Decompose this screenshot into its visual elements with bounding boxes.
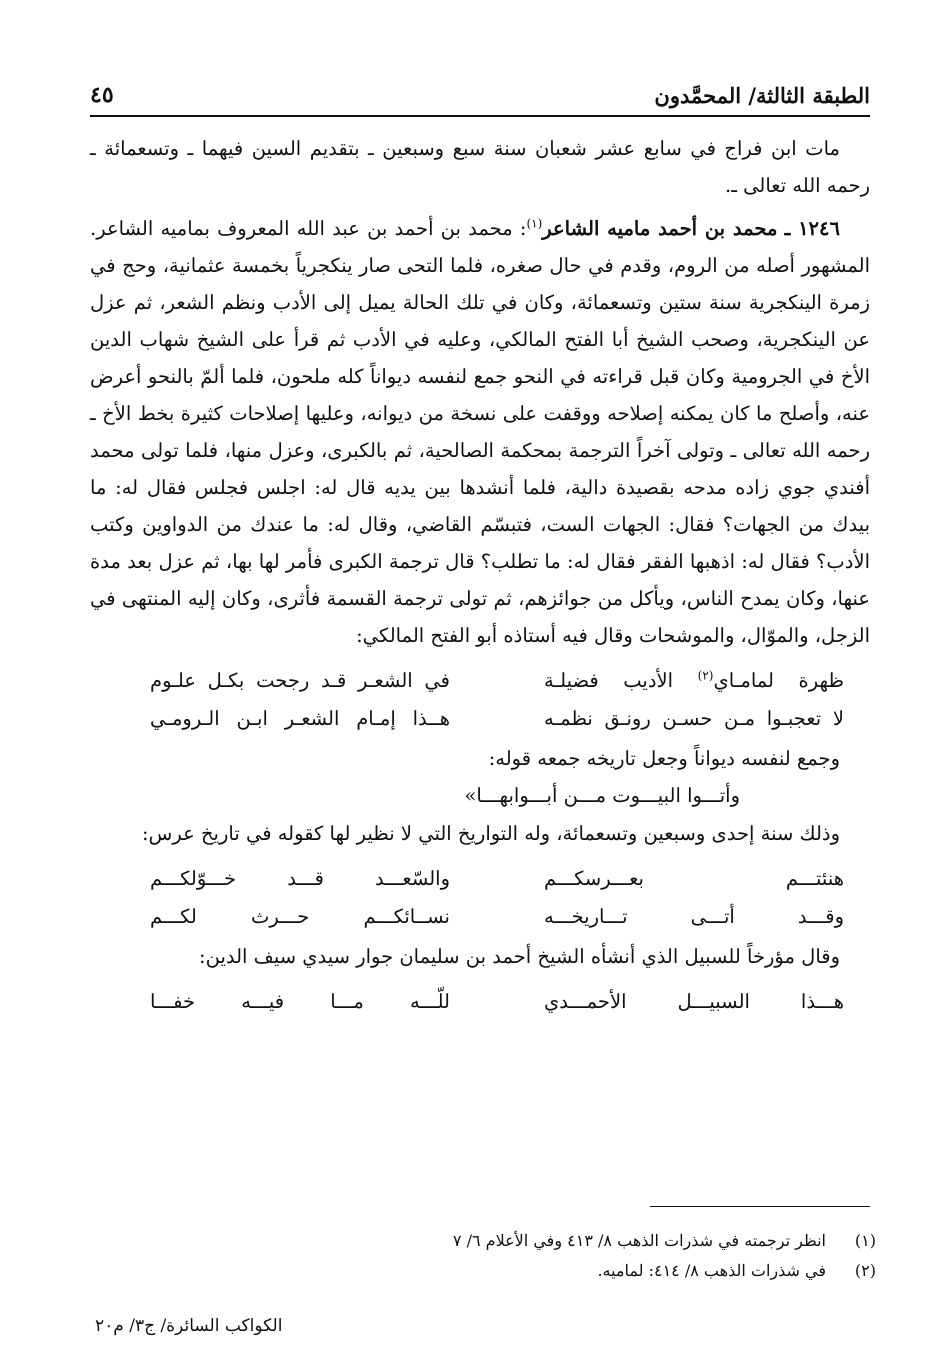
paragraph-chronograms: وذلك سنة إحدى وسبعين وتسعمائة، وله التواريخ التي لا نظير لها كقوله في تاريخ عرس: [141, 822, 840, 845]
footnotes [90, 1226, 876, 1286]
footnote-number: (١) [854, 1231, 876, 1250]
poem-1 [90, 662, 870, 738]
verse-right-hemistich: وقـــد أتـــى تـــاريخـــه [544, 905, 844, 928]
footnote-ref-1: (١) [526, 216, 543, 231]
entry-number: ١٢٤٦ ـ [784, 217, 840, 240]
verse-left-hemistich: في الشعـر قـد رجحت بكـل علـوم [150, 669, 450, 692]
verse-right-hemistich: هنئتـــم بعـــرسكـــم [544, 867, 844, 890]
footnote-text: انظر ترجمته في شذرات الذهب ٨/ ٤١٣ وفي الأعلام ٦/ ٧ [452, 1231, 826, 1250]
paragraph-diwan: وجمع لنفسه ديواناً وجعل تاريخه جمعه قوله: [488, 747, 840, 770]
verse-left-hemistich: هــذا إمـام الشعـر ابـن الـرومـي [150, 707, 450, 730]
verse-line [90, 700, 870, 738]
verse-line [90, 898, 870, 936]
entry-title: محمد بن أحمد ماميه الشاعر [542, 217, 778, 240]
page-header [90, 68, 870, 108]
header-rule [90, 115, 870, 117]
verse-left-hemistich: نســائكـــم حـــرث لكـــم [150, 905, 450, 928]
verse-right-hemistich: لا تعجبـوا مـن حسـن رونـق نظمـه [544, 707, 844, 730]
verse-right-hemistich: ظهرة لمامـاي$^{(٢)}$ الأديب فضيلـة [544, 668, 844, 692]
paragraph-death-note: مات ابن فراج في سابع عشر شعبان سنة سبع وسبعين ـ بتقديم السين فيهما ـ وتسعمائة ـ رحمه الله تعالى ـ. [90, 137, 870, 197]
page-number: ٤٥ [90, 82, 114, 108]
page-body [90, 130, 870, 1023]
biography-entry [90, 210, 870, 654]
entry-text: : محمد بن أحمد بن عبد الله المعروف بماميه الشاعر. المشهور أصله من الروم، وقدم في حال صغره، فلما التحى صار ينكجرياً بخمسة عثمانية، وحج في زمرة الينكجرية سنة ستين وتسعمائة، وكان في تلك الحالة يميل إلى الأدب ونظم الشعر، ثم عزل عن الينكجرية، وصحب الشيخ أبا الفتح المالكي، وعليه في الأدب ثم قرأ على الشيخ شهاب الدين الأخ في الجرومية وكان قبل قراءته في النحو جمع لنفسه ديواناً كله ملحون، فلما ألمّ بالنحو أعرض عنه، وأصلح ما كان يمكنه إصلاحه ووقفت على نسخة من ديوانه، وعليها إصلاحات كثيرة بخط الأخ ـ رحمه الله تعالى ـ وتولى آخراً الترجمة بمحكمة الصالحية، ثم بالكبرى، وعزل منها، فلما تولى محمد أفندي جوي زاده مدحه بقصيدة دالية، فلما أنشدها بين يديه قال له: اجلس فجلس فقال له: ما بيدك من الجهات؟ فقال: الجهات الست، فتبسّم القاضي، وقال له: ما عندك من الدواوين وكتب الأدب؟ فقال له: اذهبها الفقر فقال له: ما تطلب؟ قال ترجمة الكبرى فأمر لها بها، ثم عزل بعد مدة عنها، وكان يمدح الناس، ويأكل من جوائزهم، ثم تولى ترجمة القسمة فأثرى، وكان إليه المنتهى في الزجل، والموّال، والموشحات وقال فيه أستاذه أبو الفتح المالكي: [90, 217, 870, 647]
verse-left-hemistich: والسّعـــد قـــد خـــوّلكـــم [150, 867, 450, 890]
verse-left-hemistich: للّـــه مـــا فيـــه خفـــا [150, 990, 450, 1013]
poem-3 [90, 983, 870, 1021]
footnote-number: (٢) [854, 1261, 876, 1280]
verse-line [90, 983, 870, 1021]
chronogram-verse: وأتـــوا البيـــوت مـــن أبـــوابهـــا» [464, 784, 740, 807]
poem-2 [90, 860, 870, 936]
verse-line [90, 860, 870, 898]
footnote-rule [650, 1206, 870, 1207]
printer-signature: الكواكب السائرة/ ج٣/ م٢٠ [95, 1316, 283, 1336]
paragraph-sabil: وقال مؤرخاً للسبيل الذي أنشأه الشيخ أحمد بن سليمان جوار سيدي سيف الدين: [199, 945, 840, 968]
running-title: الطبقة الثالثة/ المحمَّدون [654, 83, 870, 108]
verse-right-hemistich: هـــذا السبيـــل الأحمـــدي [544, 990, 844, 1013]
footnote [90, 1256, 876, 1286]
footnote [90, 1226, 876, 1256]
footnote-text: في شذرات الذهب ٨/ ٤١٤: لماميه. [597, 1261, 826, 1280]
verse-line [90, 662, 870, 700]
footnote-ref-2: (٢) [697, 668, 714, 683]
